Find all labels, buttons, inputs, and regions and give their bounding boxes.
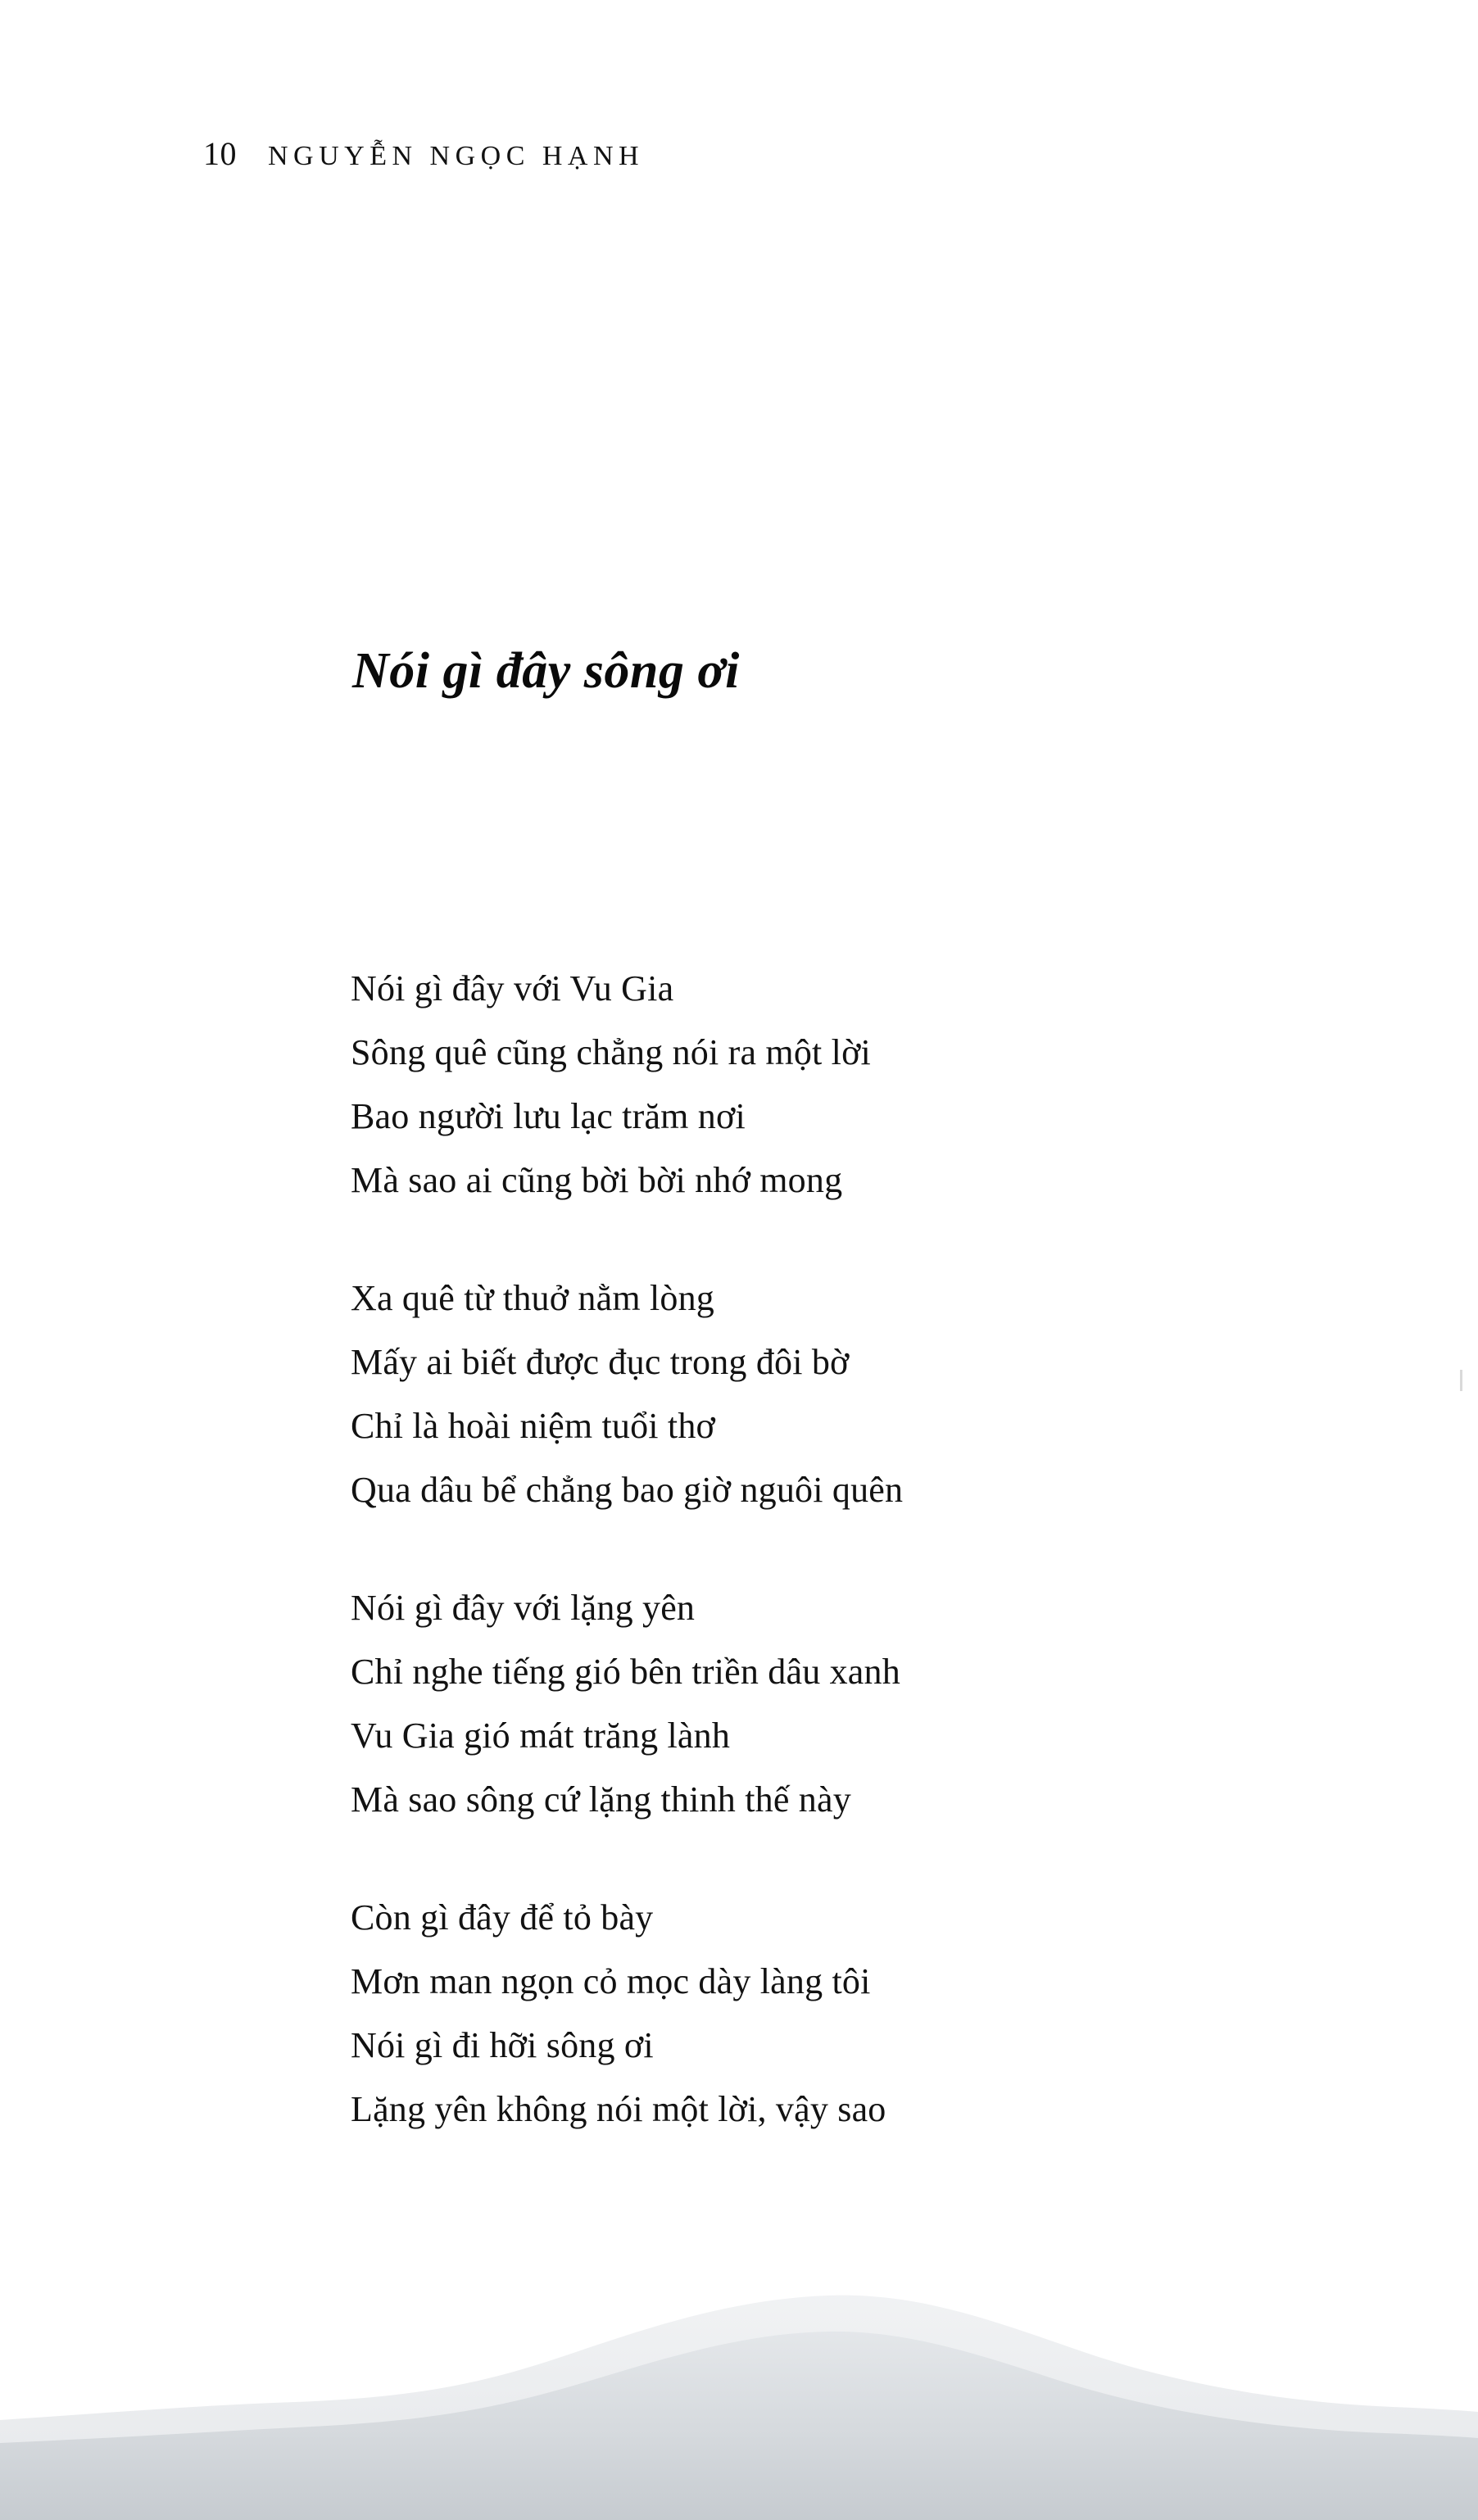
verse-line: Qua dâu bể chẳng bao giờ nguôi quên: [351, 1470, 904, 1510]
verse-line: Bao người lưu lạc trăm nơi: [351, 1096, 746, 1136]
running-head: [203, 135, 645, 172]
stanza: [351, 1267, 1219, 1522]
wave-ornament-icon: [0, 2282, 1478, 2520]
verse-line: Mấy ai biết được đục trong đôi bờ: [351, 1342, 850, 1382]
verse-line: Nói gì đây với lặng yên: [351, 1588, 696, 1628]
page-number: 10: [203, 135, 237, 172]
verse-line: Sông quê cũng chẳng nói ra một lời: [351, 1032, 871, 1072]
poem-title: Nói gì đây sông ơi: [352, 642, 740, 699]
stanza: [351, 1886, 1219, 2142]
verse-line: Vu Gia gió mát trăng lành: [351, 1716, 731, 1756]
stanza: [351, 957, 1219, 1212]
verse-line: Mơn man ngọn cỏ mọc dày làng tôi: [351, 1961, 871, 2001]
verse-line: Mà sao sông cứ lặng thinh thế này: [351, 1779, 851, 1820]
poem-body: [351, 957, 1219, 2142]
verse-line: Nói gì đi hỡi sông ơi: [351, 2025, 654, 2065]
verse-line: Chỉ là hoài niệm tuổi thơ: [351, 1406, 715, 1446]
verse-line: Còn gì đây để tỏ bày: [351, 1897, 654, 1938]
verse-line: Nói gì đây với Vu Gia: [351, 968, 674, 1008]
stanza: [351, 1576, 1219, 1832]
verse-line: Mà sao ai cũng bời bời nhớ mong: [351, 1160, 843, 1200]
verse-line: Chỉ nghe tiếng gió bên triền dâu xanh: [351, 1652, 900, 1692]
scan-artifact: [1460, 1370, 1462, 1391]
running-head-author: NGUYỄN NGỌC HẠNH: [268, 141, 645, 171]
verse-line: Lặng yên không nói một lời, vậy sao: [351, 2089, 886, 2129]
verse-line: Xa quê từ thuở nằm lòng: [351, 1278, 714, 1318]
